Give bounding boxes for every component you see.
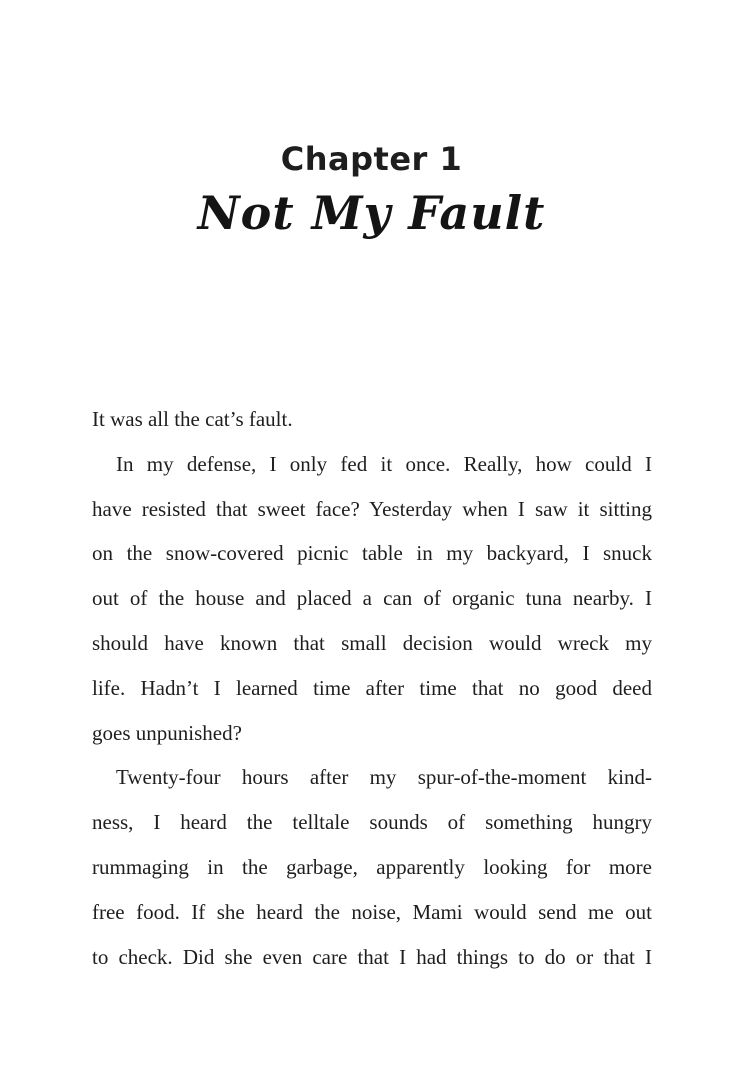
body-line: free food. If she heard the noise, Mami would send me out	[92, 899, 652, 924]
body-line: ness, I heard the telltale sounds of something hungry	[92, 810, 652, 835]
body-line: should have known that small decision would wreck my	[92, 630, 652, 655]
body-line: life. Hadn’t I learned time after time that no good deed	[92, 675, 652, 700]
body-line: out of the house and placed a can of organic tuna nearby. I	[92, 586, 652, 611]
body-line: goes unpunished?	[92, 720, 242, 745]
body-line: Twenty-four hours after my spur-of-the-moment kind-	[116, 765, 652, 790]
body-line: on the snow-covered picnic table in my backyard, I snuck	[92, 541, 652, 566]
chapter-number: Chapter 1	[280, 140, 463, 178]
chapter-body	[92, 397, 652, 979]
body-line: have resisted that sweet face? Yesterday when I saw it sitting	[92, 496, 652, 521]
body-line: rummaging in the garbage, apparently looking for more	[92, 854, 652, 879]
chapter-title: Not My Fault	[197, 186, 546, 240]
body-line: It was all the cat’s fault.	[92, 407, 293, 431]
body-line: to check. Did she even care that I had things to do or that I	[92, 944, 652, 969]
body-line: In my defense, I only fed it once. Really, how could I	[116, 451, 652, 476]
